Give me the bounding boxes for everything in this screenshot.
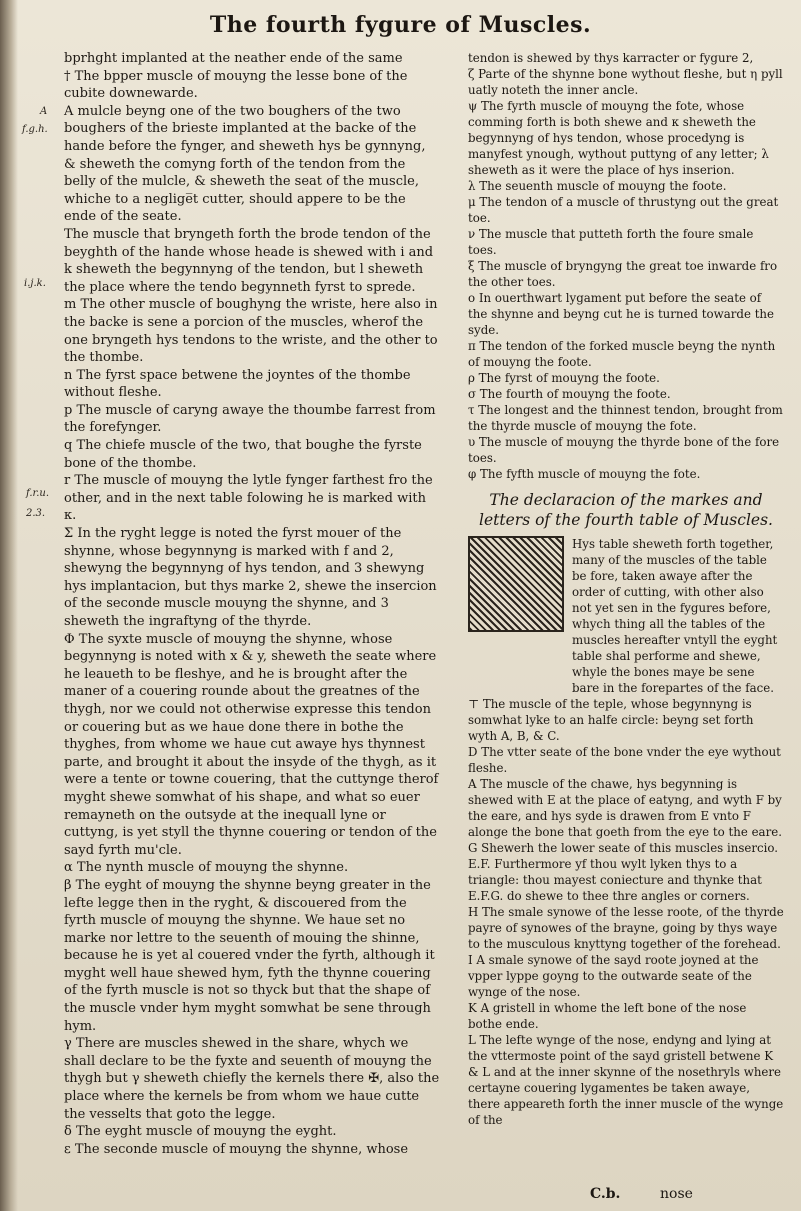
signature-mark: C.b.: [590, 1186, 621, 1202]
text-paragraph: γ There are muscles shewed in the share, whych we shall declare to be the fyxte and seuenth of mouyng the thygh but γ sheweth chiefly the kernels there ✠, also the place where the kernels be from whom we haue cutte the vesselts that goto the legge.: [64, 1036, 440, 1122]
text-paragraph: α The nynth muscle of mouyng the shynne.: [64, 860, 349, 876]
right-column: [468, 50, 784, 1128]
text-paragraph: ψ The fyrth muscle of mouyng the fote, whose comming forth is both shewe and κ sheweth the begynnyng of hys tendon, whose procedyng is manyfest ynough, wythout puttyng of any letter; λ sheweth as it were the place of hys inserion.: [468, 99, 769, 177]
text-paragraph: τ The longest and the thinnest tendon, brought from the thyrde muscle of mouyng the fote.: [468, 403, 783, 433]
text-paragraph: p The muscle of caryng awaye the thoumbe farrest from the forefynger.: [64, 402, 436, 436]
catchword: nose: [660, 1186, 693, 1202]
table-description: Hys table sheweth forth together, many of the muscles of the table be fore, taken awaye after the order of cutting, with other also not yet sen in the fygures before, whych thing all the tables of the muscles hereafter vntyll the eyght table shal performe and shewe, whyle the bones maye be sene bare in the forepartes of the face.: [572, 537, 778, 695]
text-paragraph: φ The fyfth muscle of mouyng the fote.: [468, 467, 701, 481]
right-column-bottom: [468, 696, 784, 1128]
margin-note-23: 2.3.: [26, 508, 46, 519]
margin-note-ijk: i.j.k.: [24, 278, 46, 289]
text-paragraph: Φ The syxte muscle of mouyng the shynne, whose begynnyng is noted with x & y, sheweth the seate where he leaueth to be fleshye, and he is brought after the maner of a couering rounde about the greatnes of the thygh, nor we could not otherwise expresse this tendon or couering but as we haue done there in bothe the thyghes, from whome we haue cut awaye hys thynnest parte, and brought it about the insyde of the thygh, as it were a tente or towne couering, that the cuttynge therof myght shewe somwhat of his shape, and what so euer remayneth on the outsyde at the inequall lyne or cuttyng, is yet styll the thynne couering or tendon of the sayd fyrth mu'cle.: [64, 631, 439, 858]
text-paragraph: bprhght implanted at the neather ende of the same: [64, 51, 403, 66]
text-paragraph: q The chiefe muscle of the two, that boughe the fyrste bone of the thombe.: [64, 438, 422, 471]
margin-note-fru: f.r.u.: [26, 488, 50, 499]
margin-letter-a: A: [40, 106, 48, 117]
text-paragraph: ν The muscle that putteth forth the foure smale toes.: [468, 227, 754, 257]
text-paragraph: ζ Parte of the shynne bone wythout fleshe, but η pyll uatly noteth the inner ancle.: [468, 67, 783, 97]
text-paragraph: ε The seconde muscle of mouyng the shynne, whose: [64, 1141, 409, 1157]
text-paragraph: The muscle that bryngeth forth the brode tendon of the beyghth of the hande whose heade is shewed with i and k sheweth the begynnyng of the tendon, but l sheweth the place where the tendo begynneth fyrst to sprede.: [64, 226, 434, 295]
section-heading: The declaracion of the markes and letters of the fourth table of Muscles.: [479, 491, 773, 529]
text-paragraph: μ The tendon of a muscle of thrustyng out the great toe.: [468, 195, 779, 225]
text-paragraph: D The vtter seate of the bone vnder the eye wythout fleshe.: [468, 745, 781, 775]
text-paragraph: K A gristell in whome the left bone of the nose bothe ende.: [468, 1001, 747, 1031]
text-paragraph: λ The seuenth muscle of mouyng the foote.: [468, 179, 727, 193]
left-column: [64, 50, 440, 1158]
text-paragraph: H The smale synowe of the lesse roote, of the thyrde payre of synowes of the brayne, going by thys waye to the musculous knyttyng together of the forehead.: [468, 905, 784, 951]
margin-note-fgh: f.g.h.: [22, 124, 48, 135]
page-title: The fourth fygure of Muscles.: [209, 12, 592, 38]
text-paragraph: m The other muscle of boughyng the wriste, here also in the backe is sene a porcion of the muscles, wherof the one bryngeth hys tendons to the wriste, and the other to the thombe.: [64, 297, 438, 366]
text-paragraph: A The muscle of the chawe, hys begynning is shewed with E at the place of eatyng, and wyth F by the eare, and hys syde is drawen from E vnto F alonge the bone that goeth from the eye to the eare.: [468, 777, 782, 839]
text-paragraph: β The eyght of mouyng the shynne beyng greater in the lefte legge then in the ryght, & discouered from the fyrth muscle of mouyng the shynne. We haue set no marke nor lettre to the seuenth of mouing the shinne, because he is yet al couered vnder the fyrth, although it myght well haue shewed hym, fyth the thynne couering of the fyrth muscle is not so thyck but that the shape of the muscle vnder hym myght somwhat be sene through hym.: [64, 877, 435, 1034]
text-paragraph: tendon is shewed by thys karracter or fygure 2,: [468, 51, 754, 65]
text-paragraph: ρ The fyrst of mouyng the foote.: [468, 371, 660, 385]
woodcut-initial-block: [468, 536, 784, 696]
text-paragraph: † The bpper muscle of mouyng the lesse bone of the cubite downewarde.: [64, 68, 408, 102]
text-paragraph: ⊤ The muscle of the teple, whose begynnyng is somwhat lyke to an halfe circle: beyng set forth wyth A, B, & C.: [468, 697, 754, 743]
text-paragraph: I A smale synowe of the sayd roote joyned at the vpper lyppe goyng to the outwarde seate of the wynge of the nose.: [468, 953, 759, 999]
woodcut-initial-image: [468, 536, 564, 632]
text-paragraph: σ The fourth of mouyng the foote.: [468, 387, 671, 401]
text-paragraph: L The lefte wynge of the nose, endyng and lying at the vttermoste point of the sayd gristell betwene K & L and at the inner skynne of the nosethryls where certayne couering lygamentes be taken awaye, there appeareth forth the inner muscle of the wynge of the: [468, 1033, 784, 1127]
text-paragraph: r The muscle of mouyng the lytle fynger farthest fro the other, and in the next table folowing he is marked with κ.: [64, 473, 433, 524]
text-paragraph: G Shewerh the lower seate of this muscles insercio.: [468, 841, 779, 855]
text-paragraph: n The fyrst space betwene the joyntes of the thombe without fleshe.: [64, 367, 411, 401]
text-paragraph: δ The eyght muscle of mouyng the eyght.: [64, 1124, 337, 1140]
text-paragraph: π The tendon of the forked muscle beyng the nynth of mouyng the foote.: [468, 339, 776, 369]
text-paragraph: ο In ouerthwart lygament put before the seate of the shynne and beyng cut he is turned towarde the syde.: [468, 291, 775, 337]
right-column-top: [468, 50, 784, 482]
text-paragraph: υ The muscle of mouyng the thyrde bone of the fore toes.: [468, 435, 780, 465]
text-paragraph: A mulcle beyng one of the two boughers of the two boughers of the brieste implanted at the backe of the hande before the fynger, and sheweth hys be gynnyng, & sheweth the comyng forth of the tendon from the belly of the mulcle, & sheweth the seat of the muscle, whiche to a neglige̅t cutter, should appere to be the ende of the seate.: [64, 103, 426, 225]
text-paragraph: ξ The muscle of bryngyng the great toe inwarde fro the other toes.: [468, 259, 778, 289]
binding-shadow: [0, 0, 18, 1211]
text-paragraph: E.F. Furthermore yf thou wylt lyken thys to a triangle: thou mayest coniecture and thynke that E.F.G. do shewe to thee thre angles or corners.: [468, 857, 762, 903]
text-paragraph: Σ In the ryght legge is noted the fyrst mouer of the shynne, whose begynnyng is marked with f and 2, shewyng the begynnyng of hys tendon, and 3 shewyng hys implantacion, but thys marke 2, shewe the insercion of the seconde muscle mouyng the shynne, and 3 sheweth the ingraftyng of the thyrde.: [64, 526, 437, 629]
